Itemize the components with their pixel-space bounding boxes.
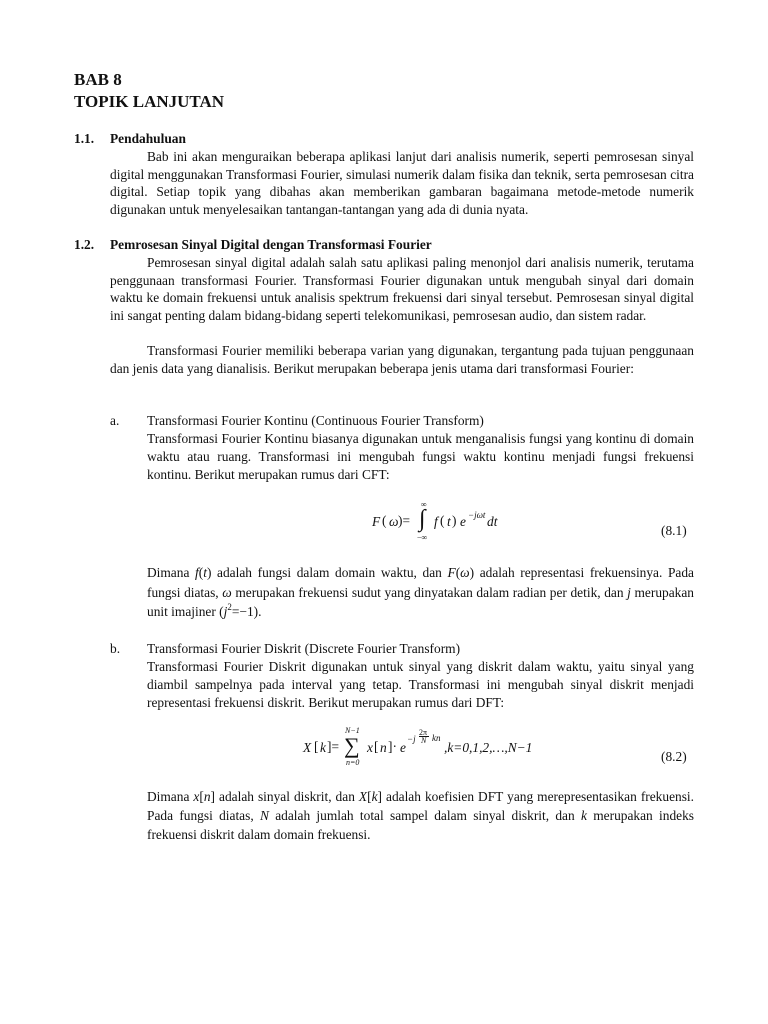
item-b-paragraph: Transformasi Fourier Diskrit digunakan untuk sinyal yang diskrit dalam waktu, yaitu sinyal yang diambil sampelnya pada interval yang tetap. Transformasi ini mengubah sinyal diskrit menjadi representasi frekuensi diskrit. Berikut merupakan rumus dari DFT: <box>147 659 694 710</box>
text-fragment: merupakan indeks frekuensi diskrit dalam domain frekuensi. <box>147 808 694 842</box>
list-title-a: Transformasi Fourier Kontinu (Continuous Fourier Transform) <box>147 413 484 428</box>
section2-paragraph-2: Transformasi Fourier memiliki beberapa varian yang digunakan, tergantung pada tujuan penggunaan dan jenis data yang dianalisis. Berikut merupakan beberapa jenis utama dari transformasi Fourier: <box>110 343 694 376</box>
text-fragment: adalah koefisien DFT yang merepresentasikan frekuensi. Pada fungsi diatas, <box>147 789 694 823</box>
math-j-squared: $(j^2=-1)$ <box>219 602 259 619</box>
math-X-k: X <box>358 789 368 804</box>
math-j: j <box>627 584 631 600</box>
chapter-title: TOPIK LANJUTAN <box>74 92 225 111</box>
equation-number-8-1: (8.1) <box>661 523 687 538</box>
text-fragment: Dimana <box>147 789 190 804</box>
section-number: 1.2. <box>74 237 95 252</box>
chapter-number: BAB 8 <box>74 70 122 89</box>
text-fragment: Dimana <box>147 565 190 580</box>
list-label-b: b. <box>110 641 121 656</box>
section1-paragraph: Bab ini akan menguraikan beberapa aplikasi lanjut dari analisis numerik, seperti pemrosesan sinyal digital menggunakan Transformasi Fourier, simulasi numerik dalam fisika dan teknik, serta pemrosesan citra digital. Setiap topik yang dibahas akan memberikan gambaran bagaimana metode-metode numerik digunakan untuk menyelesaikan tantangan-tantangan yang ada di dunia nyata. <box>110 149 694 217</box>
text-fragment: adalah fungsi dalam domain waktu, dan <box>217 565 442 580</box>
section2-paragraph-1: Pemrosesan sinyal digital adalah salah satu aplikasi paling menonjol dari analisis numerik, terutama penggunaan transformasi Fourier. Transformasi Fourier digunakan untuk mengubah sinyal dari domain waktu ke domain frekuensi untuk analisis spektrum frekuensi dari sinyal tersebut. Pemrosesan sinyal digital ini sangat penting dalam bidang-bidang seperti telekomunikasi, pemrosesan audio, dan sistem radar. <box>110 255 694 323</box>
item-a-paragraph: Transformasi Fourier Kontinu biasanya digunakan untuk menganalisis fungsi yang kontinu di domain waktu atau ruang. Transformasi ini mengubah fungsi waktu kontinu menjadi fungsi frekuensi kontinu. Berikut merupakan rumus dari CFT: <box>147 431 694 482</box>
item-b-explanation: Dimana x[n] adalah sinyal diskrit, dan X[k] adalah koefisien DFT yang merepresentasikan frekuensi. Pada fungsi diatas, N adalah jumlah total sampel dalam sinyal diskrit, dan k merupakan indeks frekuensi diskrit dalam domain frekuensi. <box>147 789 694 842</box>
list-label-a: a. <box>110 413 120 428</box>
document-page: BAB 8 TOPIK LANJUTAN 1.1. Pendahuluan Bab ini akan menguraikan beberapa aplikasi lanjut dari analisis numerik, seperti pemrosesan sinyal digital menggunakan Transformasi Fourier, simulasi numerik dalam fisika dan teknik, serta pemrosesan citra digital. Setiap topik yang dibahas akan memberikan gambaran bagaimana metode-metode numerik digunakan untuk menyelesaikan tantangan-tantangan yang ada di dunia nyata. 1.2. Pemrosesan Sinyal Digital dengan Transformasi Fourier Pemrosesan sinyal digital adalah salah satu aplikasi paling menonjol dari analisis numerik, terutama penggunaan transformasi Fourier. Transformasi Fourier digunakan untuk mengubah sinyal dari domain waktu ke domain frekuensi untuk analisis spektrum frekuensi dari sinyal tersebut. Pemrosesan sinyal digital ini sangat penting dalam bidang-bidang seperti telekomunikasi, pemrosesan audio, dan sistem radar. Transformasi Fourier memiliki beberapa varian yang digunakan, tergantung pada tujuan penggunaan dan jenis data yang dianalisis. Berikut merupakan beberapa jenis utama dari transformasi Fourier: a. Transformasi Fourier Kontinu (Continuous Fourier Transform) Transformasi Fourier Kontinu biasanya digunakan untuk menganalisis fungsi yang kontinu di domain waktu atau ruang. Transformasi ini mengubah fungsi waktu kontinu menjadi fungsi frekuensi kontinu. Berikut merupakan rumus dari CFT: F ( ω )= ∞ ∫ −∞ f ( t ) e −jωt dt (8.1) Dimana f(t) adalah fungsi dalam domain waktu, dan F(ω) adalah representasi frekuensinya. Pada fungsi diatas, ω merupakan frekuensi sudut yang dinyatakan dalam radian per detik, dan j merupakan unit imajiner $(j^2=-1)$. b. Transformasi Fourier Diskrit (Discrete Fourier Transform) Transformasi Fourier Diskrit digunakan untuk sinyal yang diskrit dalam waktu, yaitu sinyal yang diambil sampelnya pada interval yang tetap. Transformasi ini mengubah sinyal diskrit menjadi representasi frekuensi diskrit. Berikut merupakan rumus dari DFT: X [ k ]= N−1 ∑ n=0 x [ n ]· e −j 2π N kn ,k=0,1,2,…,N−1 (8.2) Dimana x[n] adalah sinyal diskrit, dan X[k] adalah koefisien DFT yang merepresentasikan frekuensi. Pada fungsi diatas, N adalah jumlah total sampel dalam sinyal diskrit, dan k merupakan indeks frekuensi diskrit dalam domain frekuensi. <box>74 70 695 842</box>
math-omega: ω <box>222 584 232 600</box>
list-title-b: Transformasi Fourier Diskrit (Discrete Fourier Transform) <box>147 641 461 656</box>
section-title: Pemrosesan Sinyal Digital dengan Transformasi Fourier <box>110 237 432 252</box>
math-F-omega: F <box>447 565 456 580</box>
text-fragment: merupakan frekuensi sudut yang dinyatakan dalam radian per detik, dan <box>235 584 624 600</box>
math-x-n: x <box>193 789 200 804</box>
math-N: N <box>259 808 269 823</box>
section-number: 1.1. <box>74 131 95 146</box>
text-fragment: merupakan unit imajiner <box>147 584 694 619</box>
text-fragment: adalah jumlah total sampel dalam sinyal diskrit, dan <box>275 808 575 823</box>
math-f-t: f <box>195 565 199 580</box>
equation-number-8-2: (8.2) <box>661 749 687 764</box>
text-fragment: adalah sinyal diskrit, dan <box>219 789 355 804</box>
item-a-explanation: Dimana f(t) adalah fungsi dalam domain waktu, dan F(ω) adalah representasi frekuensinya. Pada fungsi diatas, ω merupakan frekuensi sudut yang dinyatakan dalam radian per detik, dan j merupakan unit imajiner $(j^2=-1)$. <box>147 565 695 619</box>
section-title: Pendahuluan <box>110 131 186 146</box>
math-k: k <box>581 808 587 823</box>
text-fragment: adalah representasi frekuensinya. Pada fungsi diatas, <box>147 565 695 600</box>
